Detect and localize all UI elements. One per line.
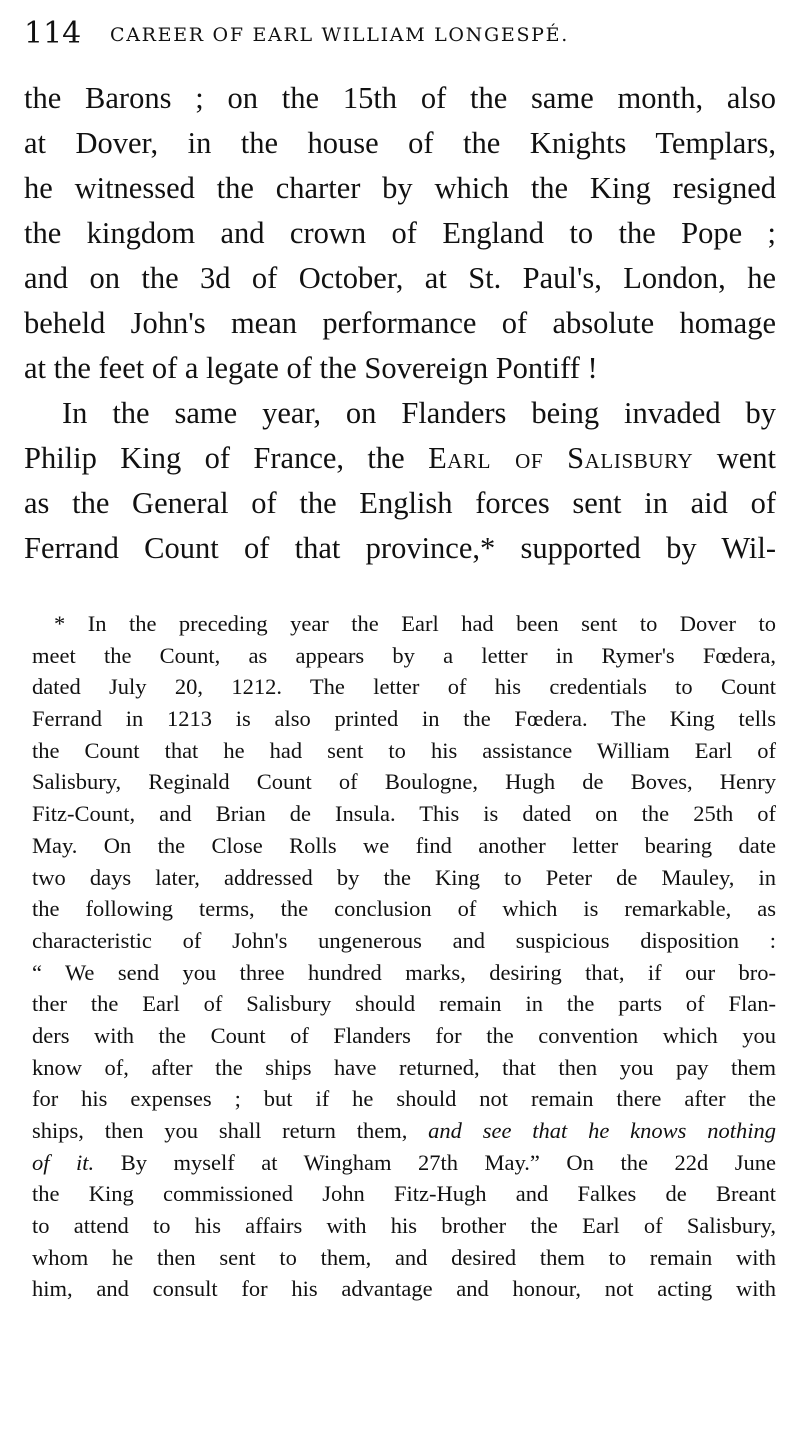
footnote-line: Salisbury, Reginald Count of Boulogne, Hugh de Boves, Henry	[32, 769, 776, 795]
footnote-line: for his expenses ; but if he should not remain there after the	[32, 1086, 776, 1112]
footnote-line	[32, 1147, 776, 1179]
small-caps-name: Earl of Salisbury	[428, 441, 694, 475]
footnote-line: the Count that he had sent to his assistance William Earl of	[32, 737, 776, 763]
text-line: In the same year, on Flanders being invaded by	[62, 396, 776, 430]
footnote-line: Fitz-Count, and Brian de Insula. This is dated on the 25th of	[32, 801, 776, 827]
footnote-line: ders with the Count of Flanders for the convention which you	[32, 1022, 776, 1048]
footnote-line: Ferrand in 1213 is also printed in the Fœdera. The King tells	[32, 706, 776, 732]
footnote-line: “ We send you three hundred marks, desiring that, if our bro-	[32, 959, 776, 985]
footnote-line: to attend to his affairs with his brother the Earl of Salisbury,	[32, 1213, 776, 1239]
footnote-line: characteristic of John's ungenerous and suspicious disposition :	[32, 927, 776, 953]
text-fragment: Philip King of France, the	[24, 441, 429, 475]
text-fragment: ships, then you shall return them,	[32, 1118, 429, 1143]
footnote	[32, 608, 776, 1305]
footnote-line: the following terms, the conclusion of which is remarkable, as	[32, 896, 776, 922]
footnote-line: the King commissioned John Fitz-Hugh and Falkes de Breant	[32, 1181, 776, 1207]
text-line: beheld John's mean performance of absolute homage	[24, 306, 776, 340]
footnote-line: ther the Earl of Salisbury should remain in the parts of Flan-	[32, 991, 776, 1017]
text-line: at Dover, in the house of the Knights Templars,	[24, 126, 776, 160]
page-number: 114	[24, 16, 82, 51]
text-line: at the feet of a legate of the Sovereign Pontiff !	[24, 351, 598, 385]
footnote-line: two days later, addressed by the King to Peter de Mauley, in	[32, 864, 776, 890]
footnote-line: him, and consult for his advantage and honour, not acting with	[32, 1276, 776, 1302]
running-head-title: CAREER OF EARL WILLIAM LONGESPÉ.	[110, 24, 569, 46]
footnote-line: know of, after the ships have returned, that then you pay them	[32, 1054, 776, 1080]
running-header	[24, 14, 780, 54]
text-line: the kingdom and crown of England to the Pope ;	[24, 216, 776, 250]
footnote-line: dated July 20, 1212. The letter of his credentials to Count	[32, 674, 776, 700]
text-line: Ferrand Count of that province,* supported by Wil-	[24, 531, 776, 565]
footnote-line	[32, 1115, 776, 1147]
footnote-line: * In the preceding year the Earl had been sent to Dover to	[54, 611, 776, 636]
text-line	[24, 436, 776, 481]
italic-quote: of it.	[32, 1149, 95, 1175]
text-line: he witnessed the charter by which the King resigned	[24, 171, 776, 205]
footnote-line: May. On the Close Rolls we find another letter bearing date	[32, 832, 776, 858]
text-fragment: went	[693, 441, 776, 475]
text-line: and on the 3d of October, at St. Paul's, London, he	[24, 261, 776, 295]
text-fragment: By myself at Wingham 27th May.” On the 22d June	[94, 1149, 776, 1175]
text-line: the Barons ; on the 15th of the same month, also	[24, 81, 776, 115]
footnote-line: whom he then sent to them, and desired them to remain with	[32, 1244, 776, 1270]
footnote-line: meet the Count, as appears by a letter in Rymer's Fœdera,	[32, 642, 776, 668]
main-text	[24, 76, 776, 571]
italic-quote: and see that he knows nothing	[428, 1118, 776, 1143]
text-line: as the General of the English forces sent in aid of	[24, 486, 776, 520]
